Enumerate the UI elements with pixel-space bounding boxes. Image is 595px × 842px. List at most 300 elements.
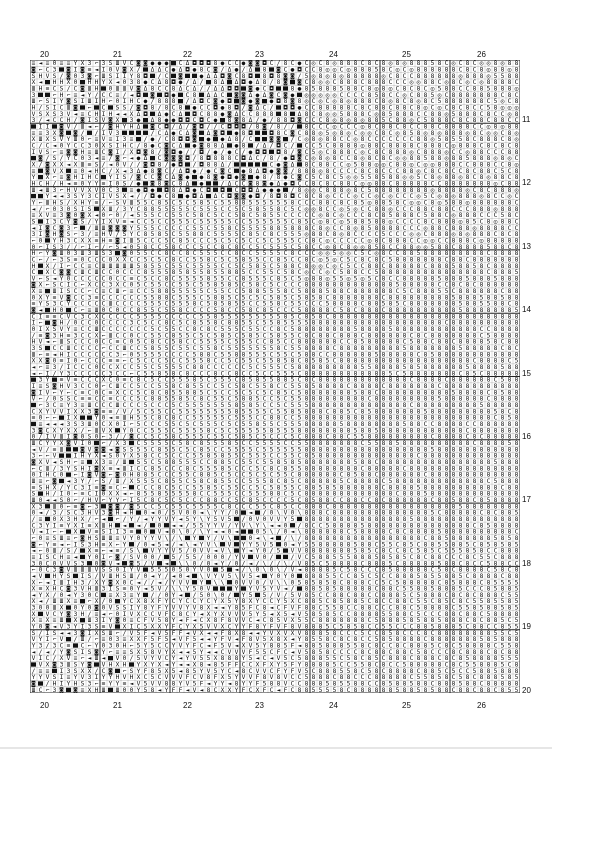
- stitch-symbol: 5: [368, 174, 372, 181]
- stitch-symbol: C: [326, 294, 330, 301]
- stitch-symbol: 5: [144, 440, 148, 447]
- stitch-symbol: 5: [207, 206, 211, 213]
- stitch-symbol: 8: [193, 326, 197, 333]
- stitch-symbol: V: [109, 130, 113, 137]
- stitch-symbol: 8: [354, 301, 358, 308]
- stitch-symbol: 8: [214, 282, 218, 289]
- stitch-symbol: 8: [228, 503, 232, 510]
- stitch-symbol: 5: [165, 206, 169, 213]
- stitch-symbol: 8: [473, 212, 477, 219]
- stitch-symbol: 5: [214, 421, 218, 428]
- stitch-symbol: 5: [277, 199, 281, 206]
- stitch-symbol: C: [130, 402, 134, 409]
- stitch-symbol: 5: [186, 301, 190, 308]
- stitch-symbol: H: [109, 111, 113, 118]
- stitch-symbol: 5: [263, 453, 267, 460]
- stitch-symbol: 5: [179, 269, 183, 276]
- stitch-symbol: C: [452, 206, 456, 213]
- stitch-symbol: C: [452, 339, 456, 346]
- stitch-symbol: 8: [172, 459, 176, 466]
- stitch-symbol: C: [228, 389, 232, 396]
- stitch-symbol: 8: [424, 288, 428, 295]
- stitch-symbol: ◙: [262, 180, 267, 187]
- stitch-symbol: 8: [501, 459, 505, 466]
- stitch-symbol: 8: [431, 396, 435, 403]
- stitch-symbol: 8: [172, 383, 176, 390]
- stitch-symbol: 5: [270, 307, 274, 314]
- stitch-symbol: 8: [347, 180, 351, 187]
- stitch-symbol: 8: [410, 313, 414, 320]
- stitch-symbol: 5: [277, 472, 281, 479]
- stitch-symbol: C: [403, 67, 407, 74]
- stitch-symbol: 8: [459, 408, 463, 415]
- stitch-symbol: C: [102, 402, 106, 409]
- stitch-symbol: 5: [256, 440, 260, 447]
- stitch-symbol: V: [46, 459, 50, 466]
- stitch-symbol: C: [144, 332, 148, 339]
- stitch-symbol: ◄: [81, 92, 85, 99]
- stitch-symbol: 8: [459, 244, 463, 251]
- stitch-symbol: C: [410, 92, 414, 99]
- stitch-symbol: 0: [74, 73, 78, 80]
- stitch-symbol: 3: [102, 459, 106, 466]
- stitch-symbol: 5: [340, 269, 344, 276]
- stitch-symbol: ◙: [115, 155, 120, 162]
- stitch-symbol: ◎: [333, 92, 337, 99]
- stitch-symbol: 8: [333, 320, 337, 327]
- stitch-symbol: 5: [319, 142, 323, 149]
- stitch-symbol: C: [508, 98, 512, 105]
- stitch-symbol: C: [487, 478, 491, 485]
- stitch-symbol: 8: [452, 269, 456, 276]
- stitch-symbol: 5: [151, 326, 155, 333]
- stitch-symbol: C: [438, 168, 442, 175]
- stitch-symbol: Ш: [95, 427, 99, 434]
- stitch-symbol: S: [123, 174, 127, 181]
- stitch-symbol: Ш: [123, 415, 127, 422]
- stitch-symbol: 8: [361, 453, 365, 460]
- stitch-symbol: 5: [256, 326, 260, 333]
- stitch-symbol: Ш: [32, 98, 36, 105]
- stitch-symbol: 8: [235, 402, 239, 409]
- stitch-symbol: 8: [368, 244, 372, 251]
- stitch-symbol: ◎: [319, 136, 323, 143]
- stitch-symbol: C: [81, 326, 85, 333]
- stitch-symbol: C: [361, 212, 365, 219]
- stitch-symbol: ◎: [326, 73, 330, 80]
- stitch-symbol: 3: [116, 130, 120, 137]
- stitch-symbol: 8: [417, 377, 421, 384]
- stitch-symbol: ≡: [88, 263, 92, 270]
- stitch-symbol: C: [186, 503, 190, 510]
- stitch-symbol: 5: [137, 497, 141, 504]
- stitch-symbol: ◘: [262, 60, 267, 67]
- stitch-symbol: 8: [256, 180, 260, 187]
- stitch-symbol: C: [270, 472, 274, 479]
- stitch-symbol: 5: [151, 377, 155, 384]
- stitch-symbol: V: [130, 86, 134, 93]
- stitch-symbol: /: [39, 206, 43, 213]
- stitch-symbol: Ш: [88, 98, 92, 105]
- stitch-symbol: 8: [298, 326, 302, 333]
- stitch-symbol: [38, 175, 43, 179]
- stitch-symbol: C: [207, 225, 211, 232]
- stitch-symbol: 8: [501, 472, 505, 479]
- stitch-symbol: 8: [438, 453, 442, 460]
- stitch-symbol: C: [53, 402, 57, 409]
- stitch-symbol: 5: [403, 345, 407, 352]
- stitch-symbol: 8: [207, 256, 211, 263]
- stitch-symbol: C: [396, 123, 400, 130]
- stitch-symbol: C: [193, 307, 197, 314]
- stitch-symbol: 8: [438, 187, 442, 194]
- stitch-symbol: 8: [403, 130, 407, 137]
- stitch-symbol: C: [480, 218, 484, 225]
- stitch-symbol: 8: [368, 313, 372, 320]
- stitch-symbol: 5: [137, 282, 141, 289]
- stitch-symbol: C: [368, 105, 372, 112]
- stitch-symbol: Δ: [144, 86, 148, 93]
- stitch-symbol: ≡: [130, 288, 134, 295]
- stitch-symbol: 8: [417, 472, 421, 479]
- stitch-symbol: 5: [200, 282, 204, 289]
- stitch-symbol: ◘: [199, 149, 204, 156]
- stitch-symbol: /: [151, 130, 155, 137]
- stitch-symbol: 5: [186, 459, 190, 466]
- stitch-symbol: ◄: [46, 117, 50, 124]
- stitch-symbol: 8: [305, 377, 309, 384]
- stitch-symbol: 8: [417, 180, 421, 187]
- stitch-symbol: 3: [46, 402, 50, 409]
- stitch-symbol: 5: [242, 345, 246, 352]
- stitch-symbol: 5: [207, 503, 211, 510]
- stitch-symbol: 8: [508, 313, 512, 320]
- stitch-symbol: 5: [438, 98, 442, 105]
- stitch-symbol: Y: [130, 206, 134, 213]
- stitch-symbol: ⌐: [53, 174, 57, 181]
- stitch-symbol: 5: [270, 199, 274, 206]
- stitch-symbol: 8: [403, 453, 407, 460]
- stitch-symbol: C: [151, 256, 155, 263]
- stitch-symbol: ●: [200, 180, 204, 187]
- stitch-symbol: ◘: [234, 105, 239, 112]
- stitch-symbol: ◎: [382, 73, 386, 80]
- stitch-symbol: ≡: [95, 136, 99, 143]
- stitch-symbol: C: [130, 383, 134, 390]
- stitch-symbol: 5: [256, 497, 260, 504]
- stitch-symbol: 8: [382, 332, 386, 339]
- stitch-symbol: 0: [95, 320, 99, 327]
- stitch-symbol: /: [151, 98, 155, 105]
- stitch-symbol: 8: [165, 294, 169, 301]
- stitch-symbol: 5: [256, 345, 260, 352]
- stitch-symbol: 8: [466, 105, 470, 112]
- stitch-symbol: 5: [165, 421, 169, 428]
- stitch-symbol: 5: [242, 446, 246, 453]
- stitch-symbol: ≡: [88, 307, 92, 314]
- stitch-symbol: ◎: [515, 187, 519, 194]
- stitch-symbol: 5: [179, 288, 183, 295]
- stitch-symbol: 5: [291, 427, 295, 434]
- stitch-symbol: 8: [312, 402, 316, 409]
- stitch-symbol: 8: [417, 345, 421, 352]
- stitch-symbol: C: [368, 206, 372, 213]
- stitch-symbol: 5: [137, 244, 141, 251]
- stitch-symbol: 8: [487, 491, 491, 498]
- stitch-symbol: C: [193, 472, 197, 479]
- stitch-symbol: C: [256, 415, 260, 422]
- stitch-symbol: 8: [382, 364, 386, 371]
- stitch-symbol: ◙: [234, 193, 239, 200]
- stitch-symbol: 8: [403, 161, 407, 168]
- stitch-symbol: 5: [144, 402, 148, 409]
- stitch-symbol: 8: [466, 218, 470, 225]
- stitch-symbol: 8: [410, 212, 414, 219]
- stitch-symbol: C: [137, 206, 141, 213]
- stitch-symbol: C: [53, 269, 57, 276]
- stitch-symbol: C: [214, 351, 218, 358]
- stitch-symbol: 8: [172, 86, 176, 93]
- stitch-symbol: C: [130, 377, 134, 384]
- stitch-symbol: 8: [312, 180, 316, 187]
- stitch-symbol: 8: [466, 351, 470, 358]
- stitch-symbol: S: [60, 86, 64, 93]
- stitch-symbol: 8: [508, 351, 512, 358]
- stitch-symbol: V: [39, 149, 43, 156]
- stitch-symbol: 5: [144, 250, 148, 257]
- stitch-symbol: X: [39, 294, 43, 301]
- stitch-symbol: ≡: [74, 377, 78, 384]
- stitch-symbol: X: [46, 111, 50, 118]
- stitch-symbol: [59, 67, 64, 71]
- stitch-symbol: C: [291, 389, 295, 396]
- stitch-symbol: 8: [466, 225, 470, 232]
- stitch-symbol: 8: [508, 345, 512, 352]
- stitch-symbol: /: [46, 155, 50, 162]
- stitch-symbol: 8: [333, 408, 337, 415]
- stitch-symbol: 8: [487, 193, 491, 200]
- stitch-symbol: C: [263, 105, 267, 112]
- stitch-symbol: 8: [347, 497, 351, 504]
- stitch-symbol: C: [81, 301, 85, 308]
- stitch-symbol: 8: [319, 478, 323, 485]
- stitch-symbol: 3: [95, 503, 99, 510]
- stitch-symbol: C: [186, 453, 190, 460]
- stitch-symbol: C: [214, 256, 218, 263]
- stitch-symbol: ◎: [375, 86, 379, 93]
- stitch-symbol: 8: [466, 263, 470, 270]
- stitch-symbol: /: [144, 136, 148, 143]
- stitch-symbol: C: [354, 130, 358, 137]
- stitch-symbol: ⌐: [39, 98, 43, 105]
- stitch-symbol: C: [102, 269, 106, 276]
- stitch-symbol: 8: [445, 86, 449, 93]
- stitch-symbol: 8: [515, 98, 519, 105]
- stitch-symbol: ◘: [143, 187, 148, 194]
- stitch-symbol: [185, 74, 190, 78]
- stitch-symbol: 5: [165, 434, 169, 441]
- stitch-symbol: 5: [144, 351, 148, 358]
- stitch-symbol: 5: [291, 465, 295, 472]
- stitch-symbol: Ш: [130, 237, 134, 244]
- stitch-symbol: 8: [431, 377, 435, 384]
- stitch-symbol: ≡: [116, 92, 120, 99]
- stitch-symbol: Δ: [193, 79, 197, 86]
- stitch-symbol: C: [263, 339, 267, 346]
- stitch-symbol: 8: [480, 256, 484, 263]
- stitch-symbol: 8: [368, 326, 372, 333]
- stitch-symbol: 5: [263, 491, 267, 498]
- stitch-symbol: 5: [200, 263, 204, 270]
- stitch-symbol: ●: [263, 187, 267, 194]
- stitch-symbol: 8: [347, 459, 351, 466]
- stitch-symbol: 8: [445, 168, 449, 175]
- stitch-symbol: ⌐: [39, 396, 43, 403]
- stitch-symbol: 8: [263, 79, 267, 86]
- stitch-symbol: 8: [501, 218, 505, 225]
- stitch-symbol: C: [291, 503, 295, 510]
- stitch-symbol: C: [165, 332, 169, 339]
- stitch-symbol: C: [235, 288, 239, 295]
- stitch-symbol: 5: [228, 199, 232, 206]
- stitch-symbol: 8: [480, 320, 484, 327]
- stitch-symbol: 8: [459, 402, 463, 409]
- stitch-symbol: 5: [214, 453, 218, 460]
- stitch-symbol: [94, 105, 99, 109]
- stitch-symbol: C: [410, 193, 414, 200]
- stitch-symbol: I: [32, 149, 36, 156]
- stitch-symbol: ●: [270, 98, 274, 105]
- stitch-symbol: ◙: [108, 123, 113, 130]
- stitch-symbol: [38, 194, 43, 198]
- stitch-symbol: C: [291, 307, 295, 314]
- stitch-symbol: 8: [508, 199, 512, 206]
- stitch-symbol: 8: [410, 358, 414, 365]
- stitch-symbol: ●: [270, 168, 274, 175]
- stitch-symbol: ◎: [410, 199, 414, 206]
- stitch-symbol: H: [67, 117, 71, 124]
- stitch-symbol: 8: [459, 326, 463, 333]
- stitch-symbol: ◘: [206, 187, 211, 194]
- stitch-symbol: 5: [515, 358, 519, 365]
- stitch-symbol: 8: [431, 370, 435, 377]
- stitch-symbol: C: [263, 332, 267, 339]
- stitch-symbol: 8: [375, 282, 379, 289]
- stitch-symbol: 8: [424, 294, 428, 301]
- stitch-symbol: ≡: [39, 421, 43, 428]
- stitch-symbol: H: [102, 231, 106, 238]
- stitch-symbol: C: [179, 415, 183, 422]
- stitch-symbol: 8: [445, 244, 449, 251]
- stitch-symbol: 8: [459, 383, 463, 390]
- stitch-symbol: C: [88, 111, 92, 118]
- stitch-symbol: 0: [53, 358, 57, 365]
- stitch-symbol: 8: [340, 446, 344, 453]
- stitch-symbol: 8: [319, 275, 323, 282]
- stitch-symbol: Y: [123, 453, 127, 460]
- stitch-symbol: ◎: [438, 130, 442, 137]
- stitch-symbol: ◘: [241, 79, 246, 86]
- stitch-symbol: 8: [480, 345, 484, 352]
- stitch-symbol: 5: [249, 256, 253, 263]
- stitch-symbol: 5: [207, 415, 211, 422]
- stitch-symbol: ●: [284, 180, 288, 187]
- stitch-symbol: C: [95, 288, 99, 295]
- stitch-symbol: 8: [417, 491, 421, 498]
- stitch-symbol: 8: [396, 161, 400, 168]
- stitch-symbol: 8: [354, 440, 358, 447]
- stitch-symbol: 5: [172, 326, 176, 333]
- stitch-symbol: C: [403, 339, 407, 346]
- stitch-symbol: 8: [515, 67, 519, 74]
- stitch-symbol: S: [123, 105, 127, 112]
- stitch-symbol: 8: [424, 301, 428, 308]
- stitch-symbol: C: [221, 92, 225, 99]
- stitch-symbol: C: [130, 364, 134, 371]
- stitch-symbol: 8: [291, 358, 295, 365]
- stitch-symbol: 5: [361, 174, 365, 181]
- stitch-symbol: 8: [333, 149, 337, 156]
- stitch-symbol: 8: [312, 339, 316, 346]
- stitch-symbol: ◄: [116, 111, 120, 118]
- stitch-symbol: 8: [158, 396, 162, 403]
- stitch-symbol: 5: [186, 377, 190, 384]
- stitch-symbol: 5: [298, 465, 302, 472]
- stitch-symbol: 8: [431, 408, 435, 415]
- stitch-symbol: /: [144, 193, 148, 200]
- stitch-symbol: ◄: [67, 180, 71, 187]
- stitch-symbol: C: [158, 402, 162, 409]
- stitch-symbol: ⌐: [53, 92, 57, 99]
- stitch-symbol: 8: [207, 472, 211, 479]
- stitch-symbol: Δ: [263, 92, 267, 99]
- stitch-symbol: 5: [235, 282, 239, 289]
- stitch-symbol: 8: [480, 484, 484, 491]
- stitch-symbol: 5: [445, 288, 449, 295]
- stitch-symbol: ◎: [361, 275, 365, 282]
- stitch-symbol: C: [88, 364, 92, 371]
- stitch-symbol: C: [228, 212, 232, 219]
- stitch-symbol: 8: [382, 345, 386, 352]
- stitch-symbol: 8: [291, 459, 295, 466]
- stitch-symbol: 8: [396, 402, 400, 409]
- stitch-symbol: 8: [487, 370, 491, 377]
- stitch-symbol: C: [207, 364, 211, 371]
- stitch-symbol: 8: [179, 396, 183, 403]
- stitch-symbol: Ш: [130, 263, 134, 270]
- stitch-symbol: 8: [431, 123, 435, 130]
- stitch-symbol: 8: [466, 339, 470, 346]
- stitch-symbol: 8: [501, 427, 505, 434]
- stitch-symbol: 5: [389, 256, 393, 263]
- stitch-symbol: ◙: [73, 105, 78, 112]
- stitch-symbol: 8: [515, 446, 519, 453]
- stitch-symbol: 5: [249, 320, 253, 327]
- stitch-symbol: C: [179, 358, 183, 365]
- stitch-symbol: 8: [466, 92, 470, 99]
- stitch-symbol: 8: [375, 206, 379, 213]
- stitch-symbol: C: [375, 231, 379, 238]
- stitch-symbol: X: [53, 427, 57, 434]
- stitch-symbol: C: [291, 212, 295, 219]
- stitch-symbol: Y: [46, 193, 50, 200]
- stitch-symbol: 8: [158, 199, 162, 206]
- stitch-symbol: ◘: [185, 155, 190, 162]
- stitch-symbol: 8: [445, 370, 449, 377]
- stitch-symbol: C: [256, 307, 260, 314]
- stitch-symbol: C: [459, 86, 463, 93]
- stitch-symbol: I: [81, 174, 85, 181]
